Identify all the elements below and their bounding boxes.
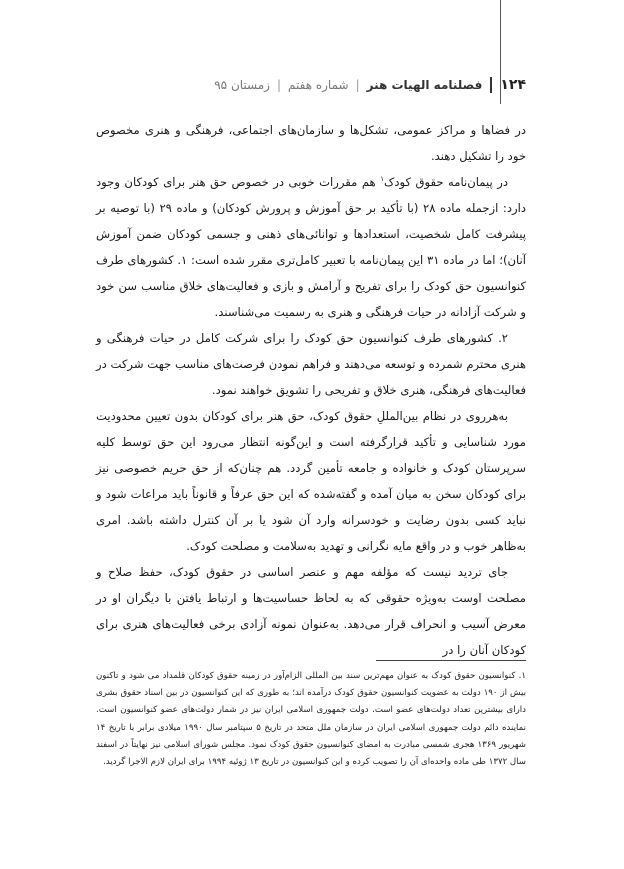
body-text: [96, 117, 526, 663]
paragraph: به‌هرروی در نظام بین‌المللِ حقوق کودک، حق هنر برای کودکان بدون تعیین محدودیت مورد شناسایی و تأکید قرارگرفته است و این‌گونه انتظار می‌رود این حق توسط کلیه سرپرستان کودک و خانواده و جامعه تأمین گردد. هم چنان‌که از حق حریم خصوصی نیز برای کودکان سخن به میان آمده و گفته‌شده که این حق عرفاً و قانوناً باید مراعات شود و نباید کسی بدون رضایت و خودسرانه وارد آن شود یا بر آن کنترل داشته باشد. امری به‌ظاهر خوب و در واقع مایه نگرانی و تهدید به‌سلامت و مصلحت کودک.: [96, 409, 526, 553]
header-separator: |: [276, 78, 282, 92]
paragraph: در فضاها و مراکز عمومی، تشکل‌ها و سازمان‌های اجتماعی، فرهنگی و هنری مخصوص خود را تشکیل دهند.: [96, 123, 526, 163]
paragraph: [96, 169, 526, 325]
header-separator: |: [355, 78, 360, 92]
journal-title: فصلنامه الهیات هنر: [366, 78, 483, 92]
issue-label: شماره هفتم: [288, 78, 349, 92]
footnote-reference[interactable]: ۱: [380, 175, 384, 184]
paragraph: جای تردید نیست که مؤلفه مهم و عنصر اساسی در حقوق کودک، حفظ صلاح و مصلحت اوست به‌ویژه حقوقی که به لحاظ حساسیت‌ها و ارتباط یافتن با دیگران او در معرض آسیب و انحراف قرار می‌دهد. به‌عنوان نمونه آزادی برخی فعالیت‌های هنری برای کودکان آنان را در: [96, 565, 526, 657]
paragraph: ۲. کشورهای طرف کنوانسیون حق کودک را برای شرکت کامل در حیات فرهنگی و هنری محترم شمرده و توسعه می‌دهند و فراهم نمودن فرصت‌های مناسب جهت شرکت در فعالیت‌های فرهنگی، هنری خلاق و تفریحی را تشویق خواهند نمود.: [96, 331, 526, 397]
paragraph-text: هم مقررات خوبی در خصوص حق هنر برای کودکان وجود دارد: ازجمله ماده ۲۸ (با تأکید بر حق آموزش و پرورش کودکان) و ماده ۲۹ (با توصیه بر پیشرفت کامل شخصیت، استعدادها و توانائی‌های ذهنی و جسمی کودکان ضمن آموزش آنان)؛ اما در ماده ۳۱ این پیمان‌نامه با تعبیر کامل‌تری مقرر شده است: ۱. کشورهای طرف کنوانسیون حق کودک را برای تفریح و آرامش و بازی و فعالیت‌های خلاق مناسب سن خود و شرکت آزادانه در حیات فرهنگی و هنری به رسمیت می‌شناسند.: [96, 175, 526, 319]
paragraph-text: در پیمان‌نامه حقوق کودک: [383, 175, 508, 189]
page-number: ۱۲۴: [500, 77, 526, 93]
header-divider-bar: [490, 77, 492, 93]
season-label: زمستان ۹۵: [214, 78, 270, 92]
footnote: ۱. کنوانسیون حقوق کودک به عنوان مهم‌ترین سند بین المللی الزام‌آور در زمینه حقوق کودکان قلمداد می شود و تاکنون بیش از ۱۹۰ دولت به عضویت کنوانسیون حقوق کودک درآمده اند؛ به طوری که این کنوانسیون در بین اسناد حقوق بشری دارای بیشترین تعداد دولت‌های عضو است. دولت جمهوری اسلامی ایران نیز در شمار دولت‌های عضو کنوانسیون است. نماینده دائم دولت جمهوری اسلامی ایران در سازمان ملل متحد در تاریخ ۵ سپتامبر سال ۱۹۹۰ میلادی برابر با تاریخ ۱۴ شهریور ۱۳۶۹ هجری شمسی مبادرت به امضای کنوانسیون حقوق کودک نمود. مجلس شورای اسلامی نیز نهایتاً در اسفند سال ۱۳۷۲ طی ماده واحده‌ای آن را تصویب کرده و این کنوانسیون در تاریخ ۱۳ ژوئیه ۱۹۹۴ برای ایران لازم الاجرا گردید.: [96, 671, 526, 768]
footnote-divider: [376, 660, 526, 661]
running-header: [96, 74, 526, 96]
